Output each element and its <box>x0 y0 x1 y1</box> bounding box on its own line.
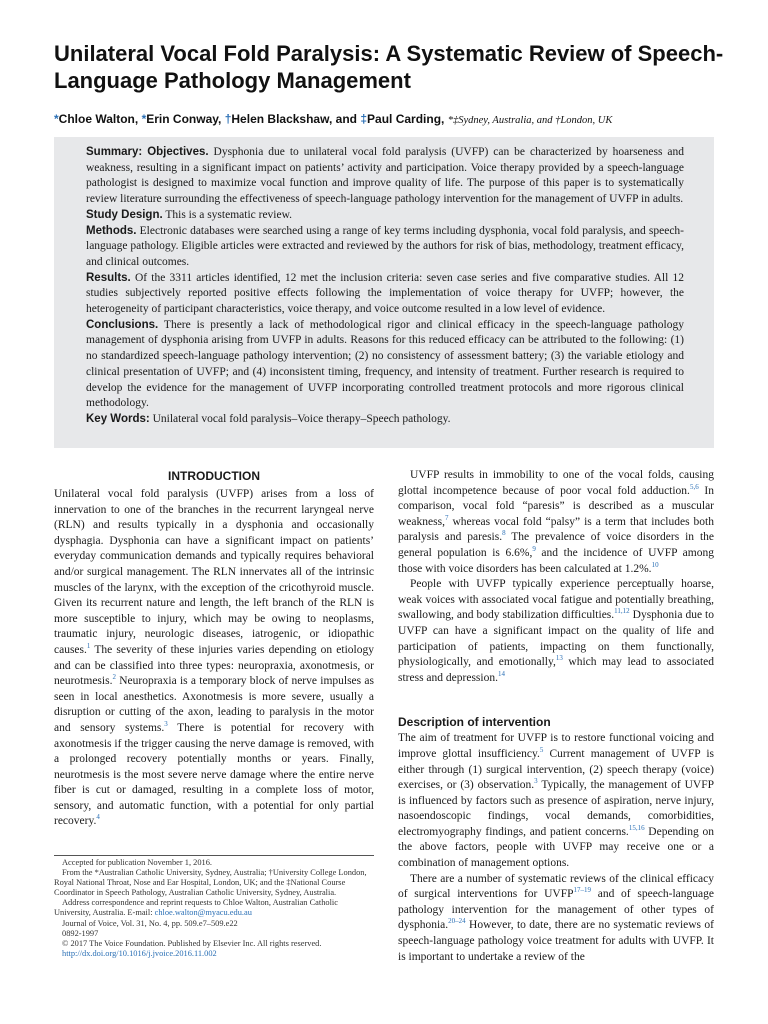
reference-link[interactable]: 14 <box>497 669 505 678</box>
methods-text: Electronic databases were searched using a range of key terms including dysphonia, vocal fold paralysis, and speech-language pathology. Eligible articles were extracted and reviewed by the authors for risk of bias, methodology, treatment efficacy, and clinical outcomes. <box>86 224 685 268</box>
footnote-issn: 0892-1997 <box>62 928 99 938</box>
text-run: Dysphonia due to UVFP can have a significant impact on the quality of life and participation of patients, impacting on them functionally, physiologically, and emotionally, <box>398 609 714 669</box>
reference-link[interactable]: 7 <box>444 513 449 522</box>
text-run: The aim of treatment for UVFP is to restore functional voicing and improve glottal insufficiency. <box>398 732 714 760</box>
author-mark: * <box>141 112 147 126</box>
footnote-journal: Journal of Voice, Vol. 31, No. 4, pp. 509.e7–509.e22 <box>62 918 238 928</box>
reference-link[interactable]: 17–19 <box>573 886 592 895</box>
body-paragraph <box>54 487 374 830</box>
results-label: Results. <box>86 271 131 284</box>
section-heading-introduction: INTRODUCTION <box>168 469 260 483</box>
body-paragraph <box>398 468 714 577</box>
summary-label: Summary: <box>86 146 143 158</box>
author-affiliation: *‡Sydney, Australia, and †London, UK <box>447 115 613 126</box>
design-label: Study Design. <box>86 208 163 221</box>
reference-link[interactable]: 3 <box>534 777 538 786</box>
text-run: The severity of these injuries varies depending on etiology and can be classified into three types: neuropraxia, axonotmesis, or neurotmesis. <box>54 643 374 688</box>
reference-link[interactable]: 10 <box>651 560 659 569</box>
footnote-address <box>54 898 374 918</box>
conclusions-text: There is presently a lack of methodological rigor and clinical efficacy in the speech-language pathology management of dysphonia arising from UVFP in adults. Reasons for this reduced efficacy can be attributed to the following: (1) no standardized speech-language pathology intervention; (2) no consistency of assessment battery; (3) the variable etiology and clinical presentation of UVFP; and (4) inconsistent timing, frequency, and intensity of treatment. Further research is required to develop the evidence for the management of UVFP incorporating controlled treatment protocols and more rigorous clinical methodology. <box>86 318 684 410</box>
text-run: and the incidence of UVFP among those with voice disorders has been calculated at 1.2%. <box>398 546 714 575</box>
author-name: Erin Conway, <box>146 112 222 126</box>
reference-link[interactable]: 9 <box>532 545 536 554</box>
objectives-text: Dysphonia due to unilateral vocal fold paralysis (UVFP) can be characterized by hoarseness and weakness, resulting in a significant impact on patients’ activity and participation. Voice therapy provided by a speech-language pathologist is designed to maximize vocal function and improve quality of life. The purpose of this paper is to systematically review literature surrounding the effectiveness of speech-language pathology intervention for the management of UVFP in adults. <box>86 146 685 206</box>
conclusions-label: Conclusions. <box>86 318 159 331</box>
reference-link[interactable]: 13 <box>555 654 563 663</box>
text-run: whereas vocal fold “palsy” is a term that includes both paralysis and paresis. <box>398 515 714 544</box>
subsection-heading: Description of intervention <box>398 715 551 730</box>
text-run: Neuropraxia is a temporary block of nerve impulses as seen in local anesthetics. Axonotmesis is more severe, usually a disruption or cutting of the axon, leading to paralysis in the motor and sensory systems. <box>54 675 374 734</box>
text-run: Depending on the above factors, people with UVFP may receive one or a combination of management options. <box>398 825 714 870</box>
footnote-from: From the *Australian Catholic University, Sydney, Australia; †University College London, Royal National Throat, Nose and Ear Hospital, London, UK; and the ‡National Course Coordinator in Speech Pathology, Australian Catholic University, Sydney, Australia. <box>54 868 367 898</box>
abstract-conclusions <box>86 318 684 412</box>
body-paragraph <box>398 731 714 871</box>
author-name: Helen Blackshaw, and <box>231 112 357 126</box>
text-run: Current management of UVFP is either through (1) surgical intervention, (2) speech therapy (voice) exercises, or (3) observation. <box>398 747 714 792</box>
body-paragraph <box>398 872 714 966</box>
footnote-accepted: Accepted for publication November 1, 2016. <box>62 858 213 867</box>
reference-link[interactable]: 1 <box>86 642 91 651</box>
email-link[interactable]: chloe.walton@myacu.edu.au <box>154 908 252 918</box>
abstract-box <box>54 137 714 448</box>
footnote-doi <box>54 949 374 959</box>
text-run: People with UVFP typically experience perceptually hoarse, weak voices with associated vocal fatigue and potentially breathing, swallowing, and body stabilization difficulties. <box>398 578 714 622</box>
reference-link[interactable]: 5 <box>539 746 544 755</box>
text-run: Typically, the management of UVFP is influenced by factors such as presence of aspiration, nerve injury, nasoendoscopic findings, vocal demands, comorbidities, electromyography findings, and patient concerns. <box>398 779 714 838</box>
left-column <box>54 468 374 830</box>
text-run: UVFP results in immobility to one of the vocal folds, causing glottal incompetence because of poor vocal fold adduction. <box>398 469 714 497</box>
reference-link[interactable]: 3 <box>164 720 168 729</box>
article-title: Unilateral Vocal Fold Paralysis: A Systematic Review of Speech-Language Pathology Management <box>54 41 724 93</box>
text-run: In comparison, vocal fold “paresis” is described as a muscular weakness, <box>398 484 714 528</box>
reference-link[interactable]: 20–24 <box>448 917 466 926</box>
text-run: Address correspondence and reprint requests to Chloe Walton, Australian Catholic University, Australia. E-mail: <box>54 898 338 918</box>
keywords-label: Key Words: <box>86 412 150 425</box>
doi-link[interactable]: http://dx.doi.org/10.1016/j.jvoice.2016.11.002 <box>62 948 217 958</box>
text-run: The prevalence of voice disorders in the general population is 6.6%, <box>398 531 714 559</box>
text-run: However, to date, there are no systematic reviews of speech-language pathology voice treatment for adults with UVFP. It is important to undertake a review of the <box>398 919 714 963</box>
keywords-text: Unilateral vocal fold paralysis–Voice therapy–Speech pathology. <box>152 412 451 425</box>
reference-link[interactable]: 8 <box>502 529 506 538</box>
reference-link[interactable]: 15,16 <box>628 824 645 833</box>
right-column <box>398 468 714 965</box>
footnote-block <box>54 855 374 959</box>
reference-link[interactable]: 2 <box>112 673 116 682</box>
design-text: This is a systematic review. <box>165 208 293 221</box>
reference-link[interactable]: 11,12 <box>614 607 630 616</box>
author-name: Chloe Walton, <box>58 112 139 126</box>
text-run: Unilateral vocal fold paralysis (UVFP) arises from a loss of innervation to one of the branches in the recurrent laryngeal nerve (RLN) and results typically in a dysphonia and occasionally dysphagia. Dysphonia can have a significant impact on patients’ everyday communication demands and typically requires behavioral and/or surgical management. The RLN innervates all of the intrinsic muscles of the larynx, with the exception of the cricothyroid muscle. Given its recurrent nature and length, the left branch of the RLN is more susceptible to injury, which may be owing to neoplasms, traumatic injury, neurologic diseases, iatrogenic, or idiopathic causes. <box>54 488 374 656</box>
abstract-objectives <box>86 145 684 208</box>
author-name: Paul Carding, <box>367 112 445 126</box>
text-run: and of speech-language pathology intervention for the management of other types of dysphonia. <box>398 888 714 932</box>
abstract-keywords <box>86 412 684 428</box>
author-mark: † <box>224 112 232 126</box>
author-mark: ‡ <box>360 112 368 126</box>
methods-label: Methods. <box>86 224 137 237</box>
abstract-design <box>86 208 684 224</box>
author-mark: * <box>54 112 59 126</box>
text-run: There are a number of systematic reviews of the clinical efficacy of surgical interventions for UVFP <box>398 872 714 901</box>
footnote-copyright: © 2017 The Voice Foundation. Published by Elsevier Inc. All rights reserved. <box>62 938 322 948</box>
results-text: Of the 3311 articles identified, 12 met the inclusion criteria: seven case series and five comparative studies. All 12 studies subjectively reported positive effects following the implementation of voice therapy for UVFP; however, the heterogeneity of participant characteristics, voice therapy, and voice outcome resulted in a low level of evidence. <box>86 271 685 316</box>
body-paragraph <box>398 577 714 686</box>
text-run: There is potential for recovery with axonotmesis if the trigger causing the nerve damage is removed, with a prolonged recovery potentially months or years. Finally, neurotmesis is the most severe nerve damage where the entire nerve fiber is cut or damaged, resulting in a complete loss of motor, sensory, and automatic function, with a potential for only partial recovery. <box>54 721 374 828</box>
author-line <box>54 111 734 129</box>
abstract-results <box>86 271 684 318</box>
text-run: which may lead to associated stress and depression. <box>398 656 714 684</box>
abstract-methods <box>86 224 684 271</box>
reference-link[interactable]: 5,6 <box>689 482 699 491</box>
objectives-label: Objectives. <box>147 146 209 158</box>
reference-link[interactable]: 4 <box>96 813 100 822</box>
